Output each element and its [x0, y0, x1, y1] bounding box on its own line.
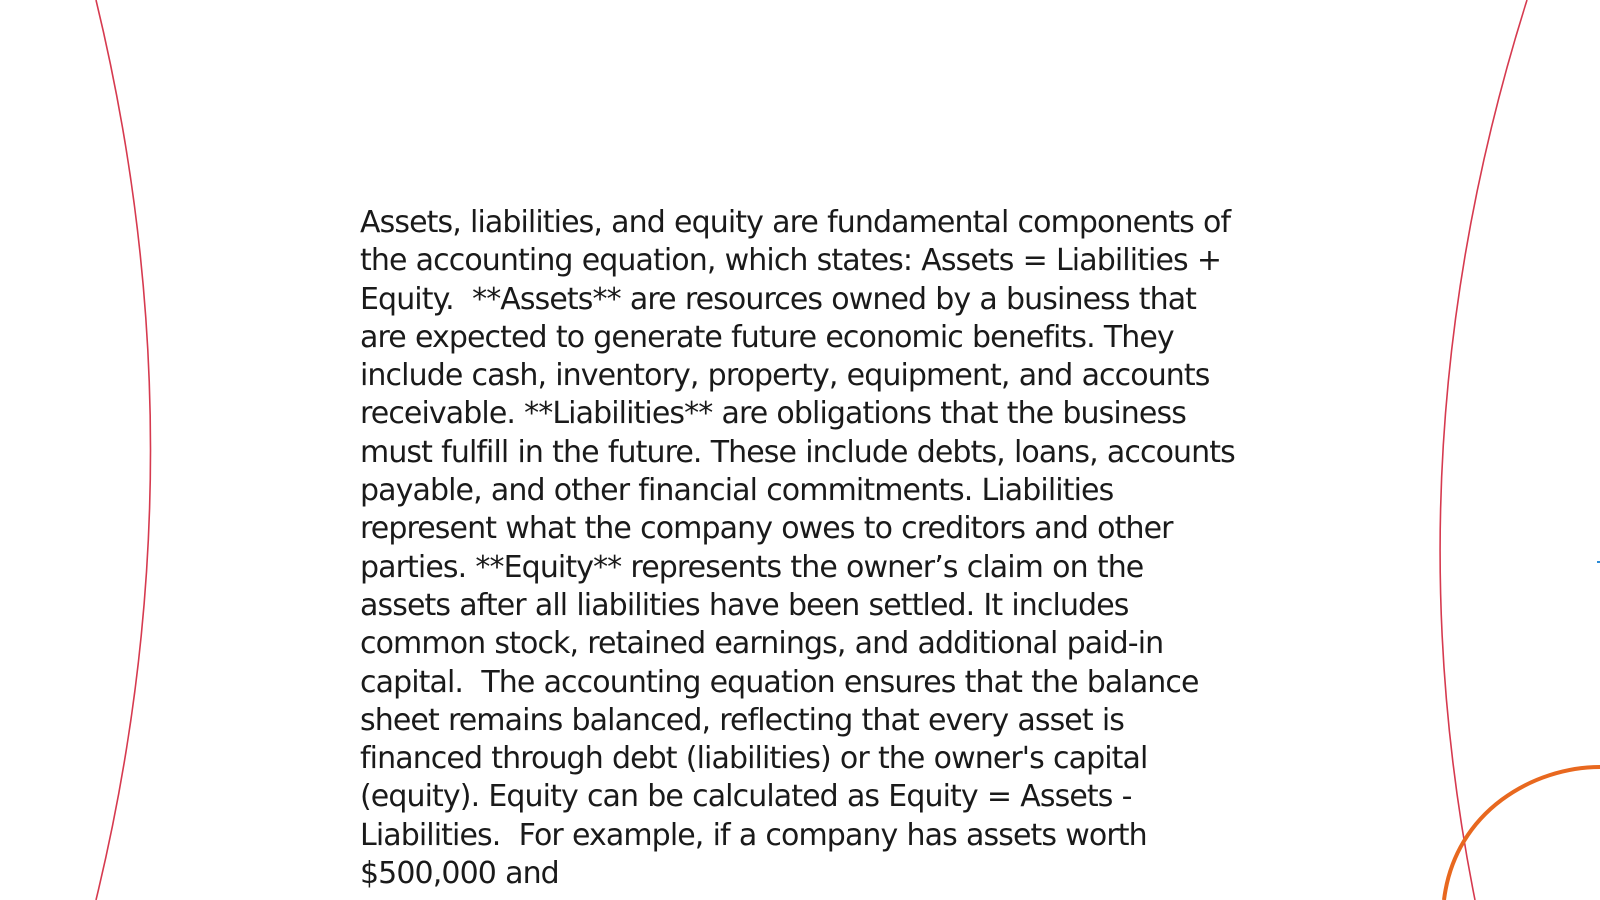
slide-body-text: Assets, liabilities, and equity are fundamental components of the accounting equation, which states: Assets = Liabilities + Equity. **Assets** are resources owned by a business that are expected to generate future economic benefits. They include cash, inventory, property, equipment, and accounts receivable. **Liabilities** are obligations that the business must fulfill in the future. These include debts, loans, accounts payable, and other financial commitments. Liabilities represent what the company owes to creditors and other parties. **Equity** represents the owner’s claim on the assets after all liabilities have been settled. It includes common stock, retained earnings, and additional paid-in capital. The accounting equation ensures that the balance sheet remains balanced, reflecting that every asset is financed through debt (liabilities) or the owner's capital (equity). Equity can be calculated as Equity = Assets - Liabilities. For example, if a company has assets worth $500,000 and: [360, 205, 1245, 892]
right-decorative-curve: [1440, 0, 1527, 900]
orange-decorative-arc: [1444, 767, 1600, 900]
left-decorative-curve: [96, 0, 151, 900]
